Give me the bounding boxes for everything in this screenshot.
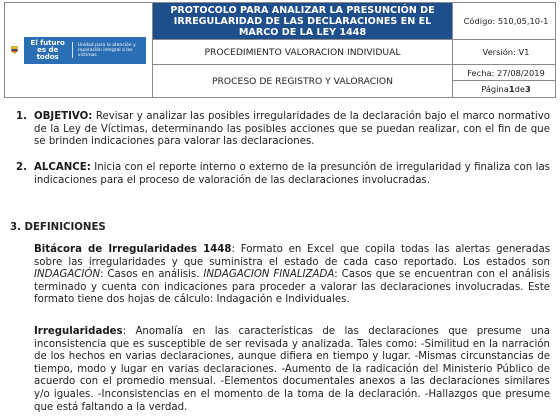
procedure-name: PROCEDIMIENTO VALORACION INDIVIDUAL xyxy=(153,40,453,65)
logo-cell xyxy=(5,3,153,97)
section-definiciones-heading: 3. DEFINICIONES xyxy=(10,222,106,233)
definition-text: : Anomalía en las características de las declaraciones que presume una inconsistencia que es susceptible de ser revisada y analizada. Tales como: -Similitud en la narración de los hechos en varias declaraciones, aunque difiera en tiempo y lugar. -Mismas circunstancias de tiempo, modo y lugar en varias declaraciones. -Aumento de la radicación del Ministerio Público de acuerdo con el promedio mensual. -Elementos documentales anexos a las declaraciones similares y/o iguales. -Inconsistencias en el momento de la toma de la declaración. -Hallazgos que presume que está faltando a la verdad. xyxy=(34,326,550,413)
section-label: OBJETIVO: xyxy=(34,111,93,122)
brand-title: El futuro es de todos xyxy=(30,38,65,61)
section-text: Revisar y analizar las posibles irregularidades de la declaración bajo el marco normativo de la Ley de Víctimas, determinando las posibles acciones que se puedan realizar, con el fin de que se brinden indicaciones para valorar las declaraciones. xyxy=(34,111,550,148)
section-alcance xyxy=(10,162,550,187)
section-number: 1. xyxy=(16,111,27,122)
section-label: ALCANCE: xyxy=(34,162,91,173)
page-current: 1 xyxy=(508,84,515,94)
brand-subtitle: Unidad para la atención y reparación integral a las víctimas xyxy=(77,42,136,58)
document-code: Código: 510,05,10-1 xyxy=(453,3,555,40)
definition-text: : Casos en análisis. xyxy=(100,269,204,281)
section-text: Inicia con el reporte interno o externo de la presunción de irregularidad y finaliza con las indicaciones para el proceso de valoración de las declaraciones involucradas. xyxy=(34,162,550,186)
process-name: PROCESO DE REGISTRO Y VALORACION xyxy=(153,65,453,97)
page-prefix: Página xyxy=(481,84,509,94)
definition-bitacora xyxy=(34,244,550,307)
document-title: PROTOCOLO PARA ANALIZAR LA PRESUNCIÓN DE IRREGULARIDAD DE LAS DECLARACIONES EN EL MARCO DE LA LEY 1448 xyxy=(153,3,453,40)
definition-term: Irregularidades xyxy=(34,326,123,337)
definition-irregularidades xyxy=(34,326,550,414)
coat-of-arms-icon xyxy=(11,42,18,58)
document-header-table xyxy=(4,2,556,98)
page-total: 3 xyxy=(525,84,531,94)
section-objetivo xyxy=(10,111,550,149)
document-version: Versión: V1 xyxy=(453,40,555,65)
page-of: de xyxy=(514,84,525,94)
document-date: Fecha: 27/08/2019 xyxy=(453,65,555,81)
brand-logo xyxy=(24,37,146,64)
definition-text: : Casos que se encuentran con el análisis terminado y cuenta con indicaciones para proceder a valorar las declaraciones involucradas. Este formato tiene dos hojas de cálculo: Indagación e Individuales. xyxy=(34,269,550,306)
definition-term: Bitácora de Irregularidades 1448 xyxy=(34,244,232,255)
section-number: 2. xyxy=(16,162,27,173)
state-indagacion-finalizada: INDAGACION FINALIZADA xyxy=(203,269,335,281)
definition-text: : Formato en Excel que copila todas las alertas generadas sobre las irregularidades y que suministra el estado de cada caso reportado. Los estados son xyxy=(34,244,550,268)
page-number xyxy=(453,81,555,97)
state-indagacion: INDAGACIÓN xyxy=(34,269,101,281)
